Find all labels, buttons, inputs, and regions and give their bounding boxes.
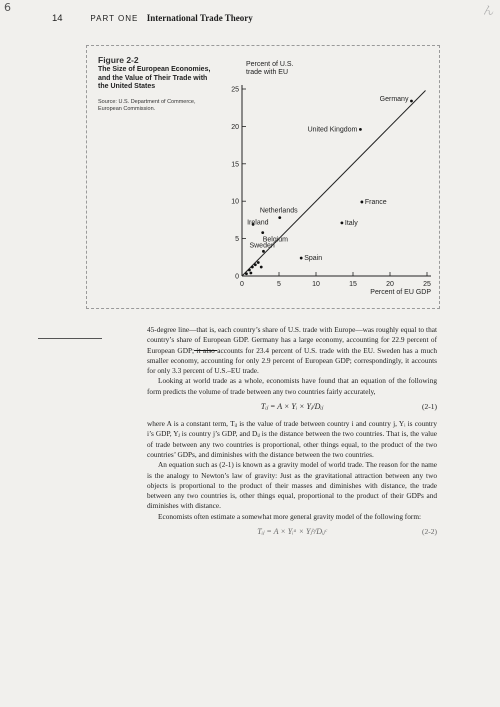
data-point [360,201,363,204]
y-tick-label: 20 [231,123,239,131]
equation-number: (2-1) [422,402,437,412]
x-tick-label: 5 [277,281,281,288]
scan-corner-number: 6 [4,1,11,14]
data-point-label: France [364,198,387,206]
x-axis-label-text: Percent of EU GDP [370,289,431,296]
equation-number: (2-2) [422,527,437,537]
data-point [251,266,254,269]
data-point [261,231,264,234]
figure-caption [98,55,216,113]
running-header [52,13,472,24]
paragraph-1-start: 45-degree line—that is, each country’s share of U.S. trade with Europe—was roughly equal to that country’s share of European GDP. Germany has a large economy, accounting for 22.9 percent of European GDP; [147,325,437,355]
data-point [410,100,413,103]
y-tick-label: 25 [231,86,239,94]
paragraph-3: where A is a constant term, Tᵢⱼ is the value of trade between country i and country j, Yᵢ is country i’s GDP, Yⱼ is country j’s GDP, and Dᵢⱼ is the distance between the two countries. That is, the value of trade between any two countries is proportional, other things equal, to the product of the two countries’ GDPs, and diminishes with the distance between the two countries. [147,419,437,459]
equation-2-2 [147,524,437,542]
paragraph-4: An equation such as (2-1) is known as a gravity model of world trade. The reason for the name is the analogy to Newton’s law of gravity: Just as the gravitational attraction between any two objects is proportional to the product of their masses and diminishes with distance, the trade between any two countries is, other things equal, proportional to the product of their GDPs and diminishes with distance. [147,460,437,511]
data-point [245,272,248,275]
data-point-label: Belgium [262,236,289,244]
data-point [260,266,263,269]
figure-label: Figure 2-2 [98,55,139,65]
y-axis-label [246,61,294,76]
page-number: 14 [52,13,63,24]
x-axis-label [370,289,431,296]
body-text [147,325,437,544]
data-point-label: Italy [344,219,358,227]
data-point [341,221,344,224]
chart-ticks [231,87,431,289]
data-point [300,257,303,260]
data-point-label: Ireland [247,219,269,227]
data-point-label: Germany [379,95,409,103]
paragraph-2: Looking at world trade as a whole, economists have found that an equation of the following form predicts the volume of trade between any two countries fairly accurately, [147,376,437,396]
y-tick-label: 10 [231,198,239,206]
y-tick-label: 15 [231,161,239,169]
paragraph-5: Economists often estimate a somewhat more general gravity model of the following form: [158,511,422,521]
x-tick-label: 20 [386,281,394,288]
equation-formula: Tᵢⱼ = A × Yᵢᵃ × Yⱼᵇ/Dᵢⱼᶜ [257,527,327,537]
equation-2-1 [147,399,437,417]
data-point-label: Netherlands [259,207,298,215]
margin-pencil-mark [38,338,102,339]
paragraph-1-strikethrough: it also [194,345,218,355]
scatter-chart [212,55,442,311]
part-label: PART ONE [90,14,139,23]
data-point [278,216,281,219]
paragraph-1-end: accounts for 23.4 percent of U.S. trade with the EU. Sweden has a much smaller economy, accounting for only 2.9 percent of European GDP; correspondingly, it accounts for only 3.3 percent of U.S.–EU trade. [147,345,437,376]
figure-source: Source: U.S. Department of Commerce, European Commission. [98,98,196,112]
data-point [249,272,252,275]
x-tick-label: 15 [349,281,357,288]
data-point [257,261,260,264]
data-point [248,269,251,272]
equation-formula: Tᵢⱼ = A × Yᵢ × Yⱼ/Dᵢⱼ [260,402,324,412]
data-point [254,263,257,266]
y-axis-label-line: Percent of U.S. [246,61,294,68]
data-point-label: Sweden [249,242,275,250]
section-title: International Trade Theory [146,13,253,23]
figure-title: The Size of European Economies, and the Value of Their Trade with the United States [98,66,211,90]
x-tick-label: 10 [312,281,320,288]
y-axis-label-line: trade with EU [246,69,289,76]
data-point [262,250,265,253]
x-tick-label: 0 [240,281,244,288]
chart-points [245,96,413,275]
y-tick-label: 5 [235,236,239,244]
x-tick-label: 25 [423,281,431,288]
paragraph-1 [147,325,437,376]
scan-corner-mark: ん [483,4,494,17]
data-point-label: Spain [304,255,323,263]
y-tick-label: 0 [235,273,239,281]
data-point [359,128,362,131]
data-point-label: United Kingdom [307,126,358,134]
